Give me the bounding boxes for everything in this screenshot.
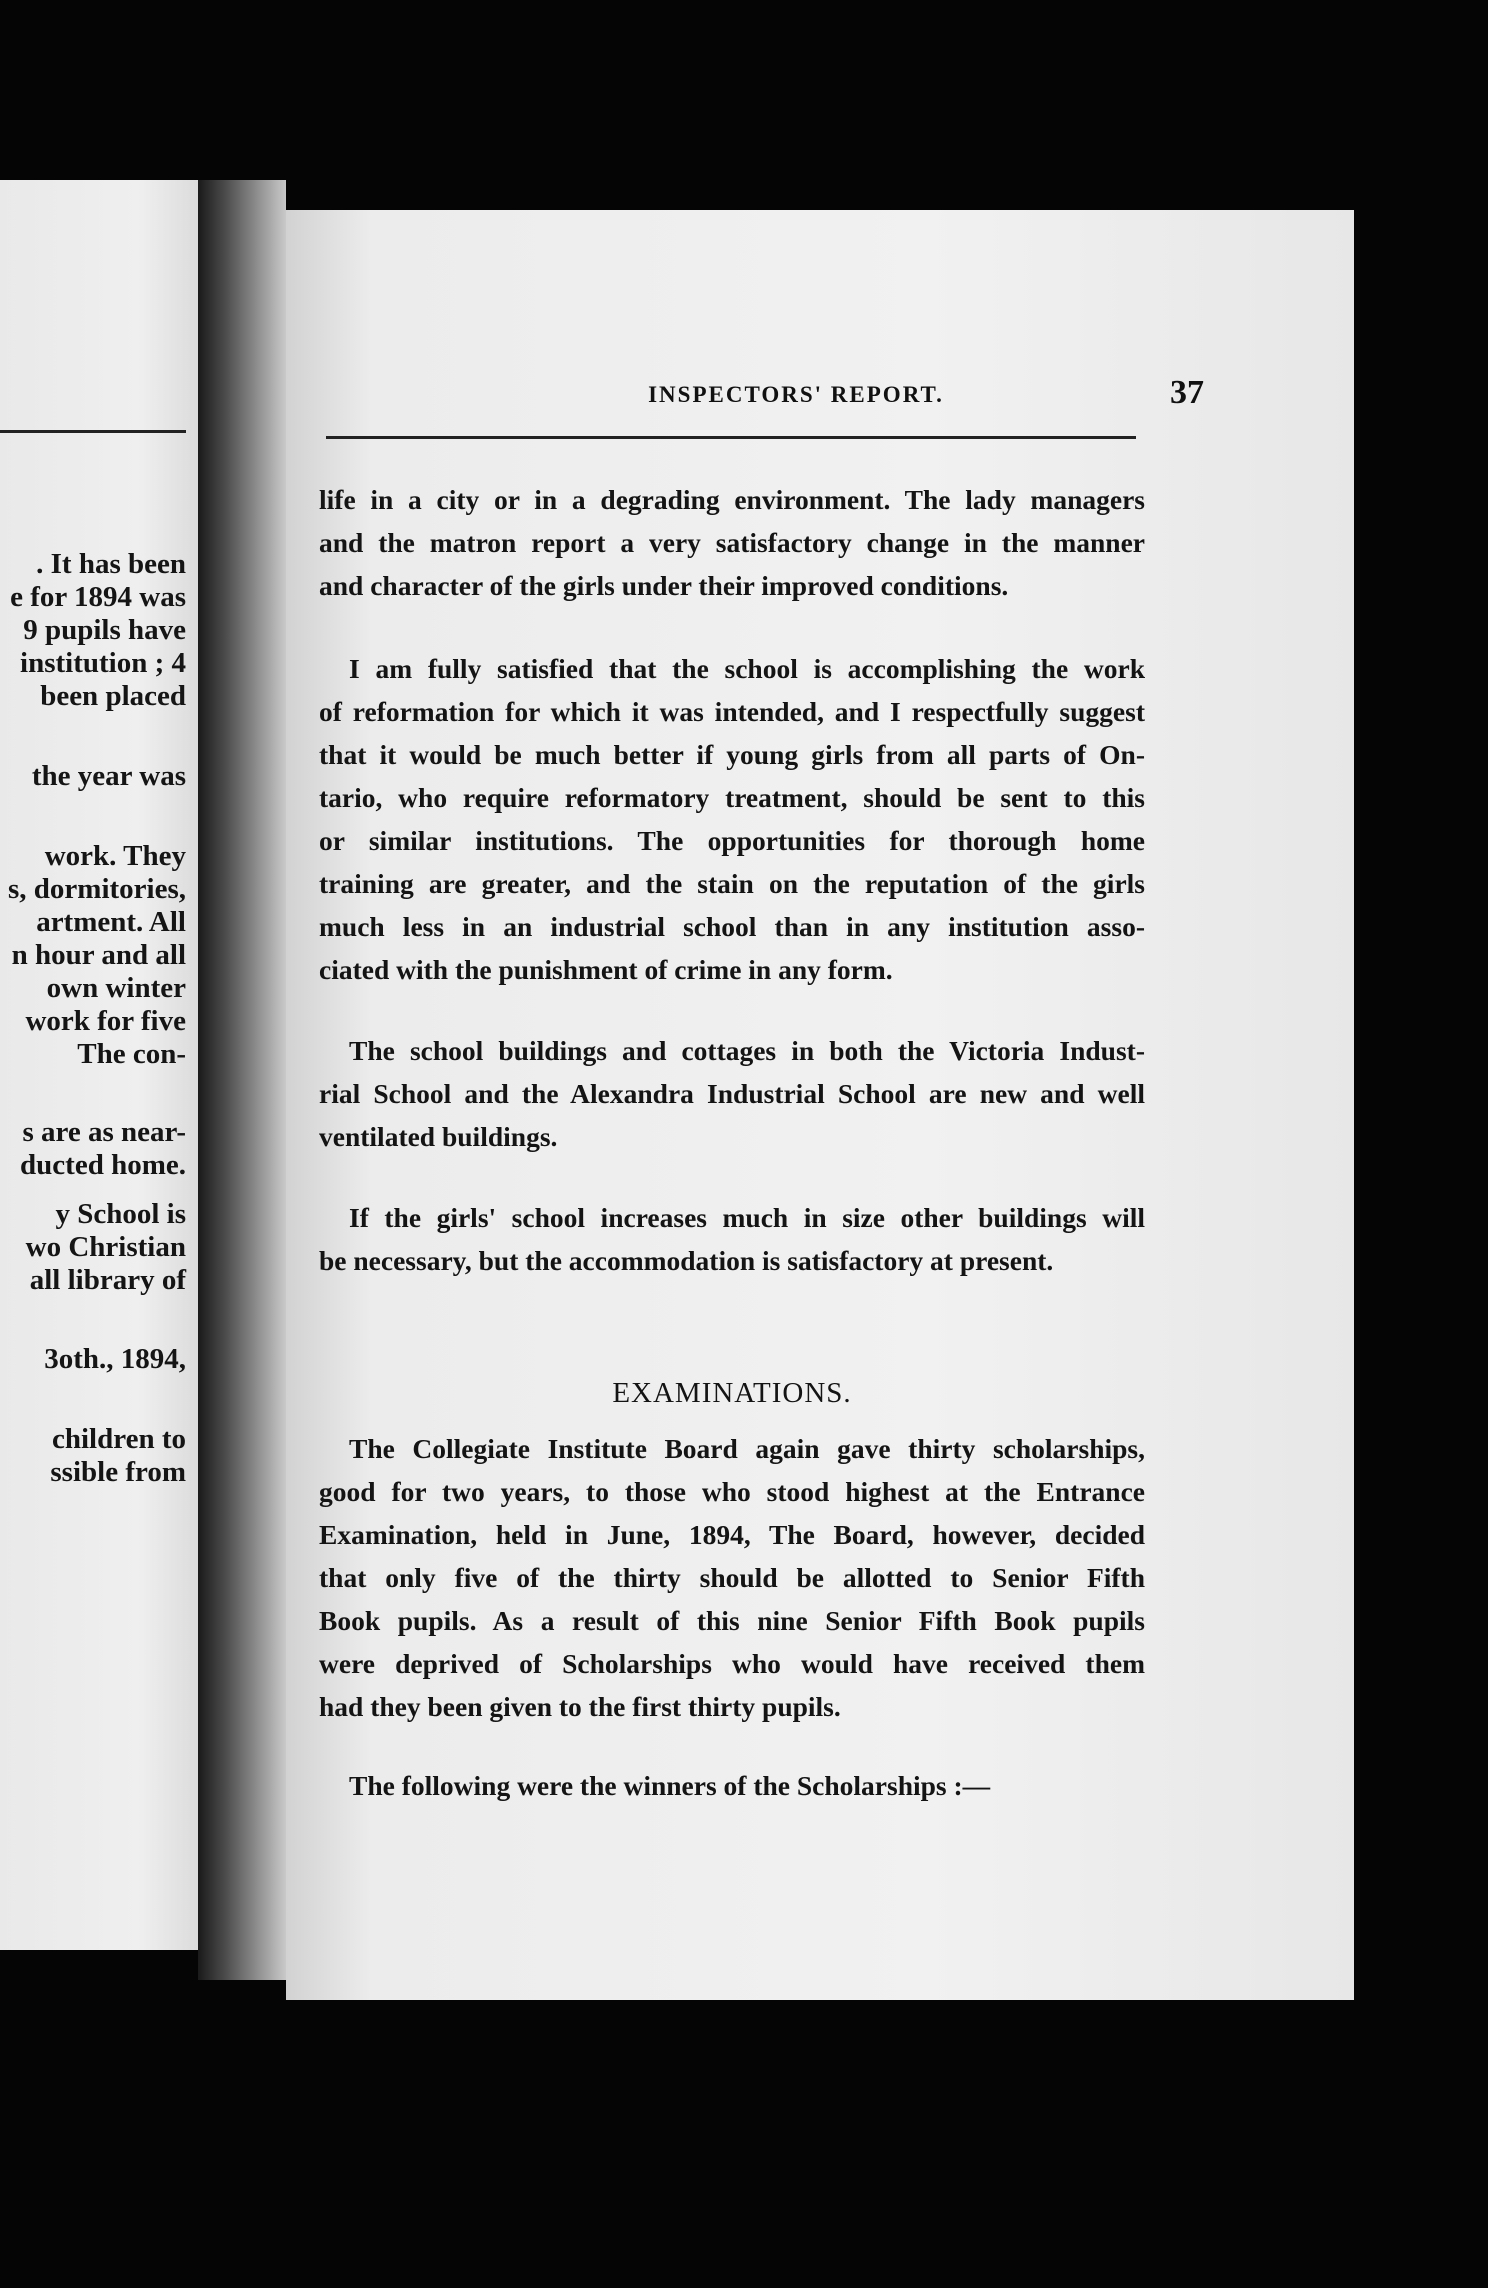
text-line: The school buildings and cottages in both the Victoria Indust- <box>349 1035 1145 1066</box>
previous-page-line: artment. All <box>36 906 186 938</box>
previous-page-line: own winter <box>46 972 186 1004</box>
page-number: 37 <box>1170 374 1204 411</box>
previous-page-line: the year was <box>31 760 186 792</box>
text-line: life in a city or in a degrading environment. The lady managers <box>319 484 1145 515</box>
previous-page-line: ducted home. <box>20 1149 186 1181</box>
paragraph-reformation-recommendation <box>319 647 1145 991</box>
previous-page-line: . It has been <box>36 548 186 580</box>
previous-page-line: been placed <box>40 680 186 712</box>
text-line: that only five of the thirty should be allotted to Senior Fifth <box>319 1562 1145 1593</box>
previous-page-line: 3oth., 1894, <box>44 1343 186 1375</box>
previous-page-line: The con- <box>77 1038 186 1070</box>
previous-page-line: s, dormitories, <box>8 873 186 905</box>
previous-page-line: institution ; 4 <box>20 647 186 679</box>
text-line: good for two years, to those who stood highest at the Entrance <box>319 1476 1145 1507</box>
running-header-title: INSPECTORS' REPORT. <box>648 382 944 407</box>
paragraph-winners-intro <box>319 1764 1145 1807</box>
text-line: much less in an industrial school than in any institution asso- <box>319 911 1145 942</box>
text-line: ciated with the punishment of crime in any form. <box>319 954 893 985</box>
previous-page-header-rule <box>0 430 186 433</box>
running-header <box>286 374 1354 422</box>
text-line: ventilated buildings. <box>319 1121 558 1152</box>
text-line: Examination, held in June, 1894, The Board, however, decided <box>319 1519 1145 1550</box>
text-line: had they been given to the first thirty pupils. <box>319 1691 841 1722</box>
paragraph-school-buildings <box>319 1029 1145 1158</box>
previous-page-line: s are as near- <box>22 1116 186 1148</box>
text-line: If the girls' school increases much in size other buildings will <box>349 1202 1145 1233</box>
previous-page-line: wo Christian <box>25 1231 186 1263</box>
previous-page-line: ssible from <box>50 1456 186 1488</box>
paragraph-reform-results <box>319 478 1145 607</box>
previous-page-line: children to <box>52 1423 186 1455</box>
previous-page-line: work. They <box>44 840 186 872</box>
section-heading-examinations: EXAMINATIONS. <box>612 1377 852 1409</box>
previous-page-line: y School is <box>55 1198 186 1230</box>
text-line: or similar institutions. The opportunities for thorough home <box>319 825 1145 856</box>
text-line: The Collegiate Institute Board again gave thirty scholarships, <box>349 1433 1145 1464</box>
previous-page-line: e for 1894 was <box>10 581 186 613</box>
previous-page-line: all library of <box>29 1264 186 1296</box>
previous-page-line: n hour and all <box>11 939 186 971</box>
header-rule <box>326 436 1136 439</box>
text-line: that it would be much better if young girls from all parts of On- <box>319 739 1145 770</box>
text-line: Book pupils. As a result of this nine Senior Fifth Book pupils <box>319 1605 1145 1636</box>
previous-page-line: 9 pupils have <box>23 614 186 646</box>
page-body <box>319 478 1145 1807</box>
text-line: and the matron report a very satisfactory change in the manner <box>319 527 1145 558</box>
text-line: I am fully satisfied that the school is accomplishing the work <box>349 653 1145 684</box>
text-line: and character of the girls under their improved conditions. <box>319 570 1009 601</box>
text-line: of reformation for which it was intended, and I respectfully suggest <box>319 696 1145 727</box>
previous-page-fragment <box>0 180 198 1950</box>
text-line: rial School and the Alexandra Industrial School are new and well <box>319 1078 1145 1109</box>
book-gutter-shadow <box>198 180 286 1980</box>
text-line: be necessary, but the accommodation is satisfactory at present. <box>319 1245 1054 1276</box>
text-line: The following were the winners of the Scholarships :— <box>349 1770 991 1801</box>
report-page <box>286 210 1354 2000</box>
text-line: training are greater, and the stain on the reputation of the girls <box>319 868 1145 899</box>
previous-page-line: work for five <box>25 1005 186 1037</box>
paragraph-accommodation <box>319 1196 1145 1282</box>
text-line: were deprived of Scholarships who would have received them <box>319 1648 1145 1679</box>
paragraph-scholarships <box>319 1427 1145 1728</box>
text-line: tario, who require reformatory treatment, should be sent to this <box>319 782 1145 813</box>
